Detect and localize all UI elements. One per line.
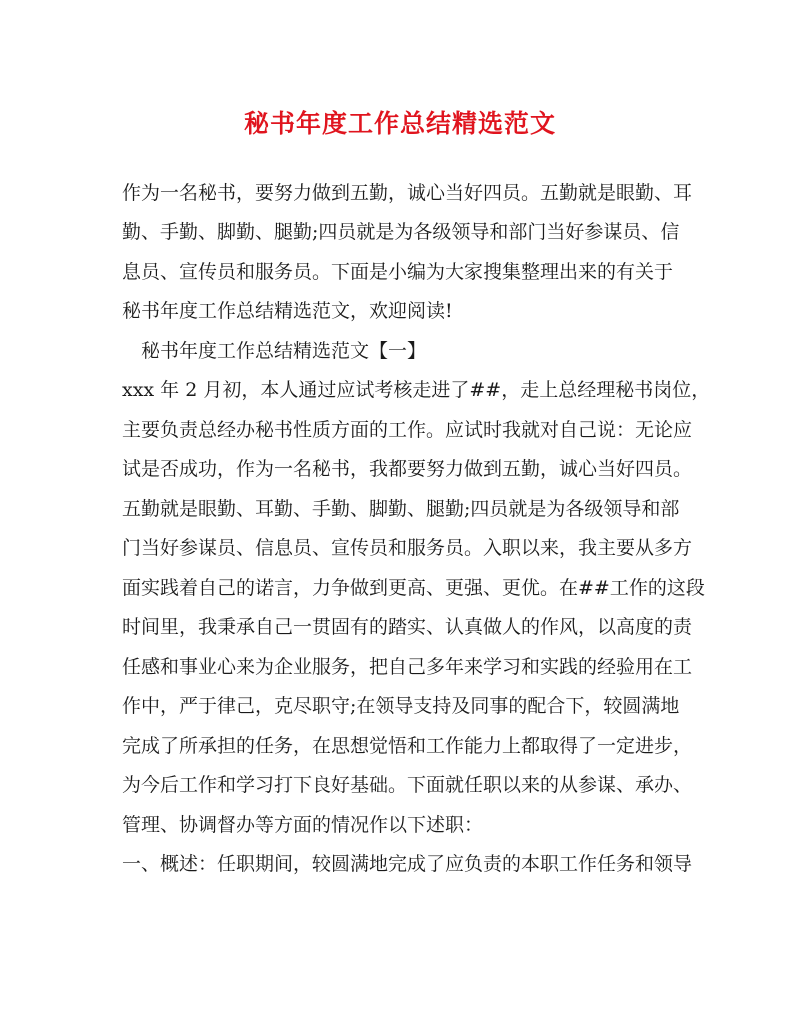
paragraph-line: 勤、手勤、脚勤、腿勤;四员就是为各级领导和部门当好参谋员、信	[122, 221, 680, 243]
document-title: 秘书年度工作总结精选范文	[243, 109, 556, 138]
paragraph-line: 为今后工作和学习打下良好基础。下面就任职以来的从参谋、承办、	[122, 774, 693, 796]
paragraph-line: 完成了所承担的任务，在思想觉悟和工作能力上都取得了一定进步，	[122, 735, 693, 757]
paragraph-line: 作中，严于律己，克尽职守;在领导支持及同事的配合下，较圆满地	[122, 695, 680, 717]
paragraph-line: 作为一名秘书，要努力做到五勤，诚心当好四员。五勤就是眼勤、耳	[122, 182, 693, 204]
paragraph-line: 管理、协调督办等方面的情况作以下述职：	[122, 814, 484, 836]
paragraph-line: 主要负责总经办秘书性质方面的工作。应试时我就对自己说：无论应	[122, 419, 693, 441]
paragraph-line: 秘书年度工作总结精选范文，欢迎阅读!	[122, 300, 453, 322]
paragraph-line: 息员、宣传员和服务员。下面是小编为大家搜集整理出来的有关于	[122, 261, 674, 283]
paragraph-line: 试是否成功，作为一名秘书，我都要努力做到五勤，诚心当好四员。	[122, 458, 693, 480]
paragraph-line: 面实践着自己的诺言，力争做到更高、更强、更优。在##工作的这段	[122, 577, 705, 599]
paragraph-line: 一、概述：任职期间，较圆满地完成了应负责的本职工作任务和领导	[122, 853, 693, 875]
paragraph-line: 任感和事业心来为企业服务，把自己多年来学习和实践的经验用在工	[122, 656, 693, 678]
paragraph-line: 五勤就是眼勤、耳勤、手勤、脚勤、腿勤;四员就是为各级领导和部	[122, 498, 680, 520]
paragraph-line: 门当好参谋员、信息员、宣传员和服务员。入职以来，我主要从多方	[122, 537, 693, 559]
paragraph-line: xxx 年 2 月初，本人通过应试考核走进了##，走上总经理秘书岗位，	[122, 379, 711, 401]
section-heading: 秘书年度工作总结精选范文【一】	[141, 340, 427, 362]
paragraph-line: 时间里，我秉承自己一贯固有的踏实、认真做人的作风，以高度的责	[122, 616, 693, 638]
